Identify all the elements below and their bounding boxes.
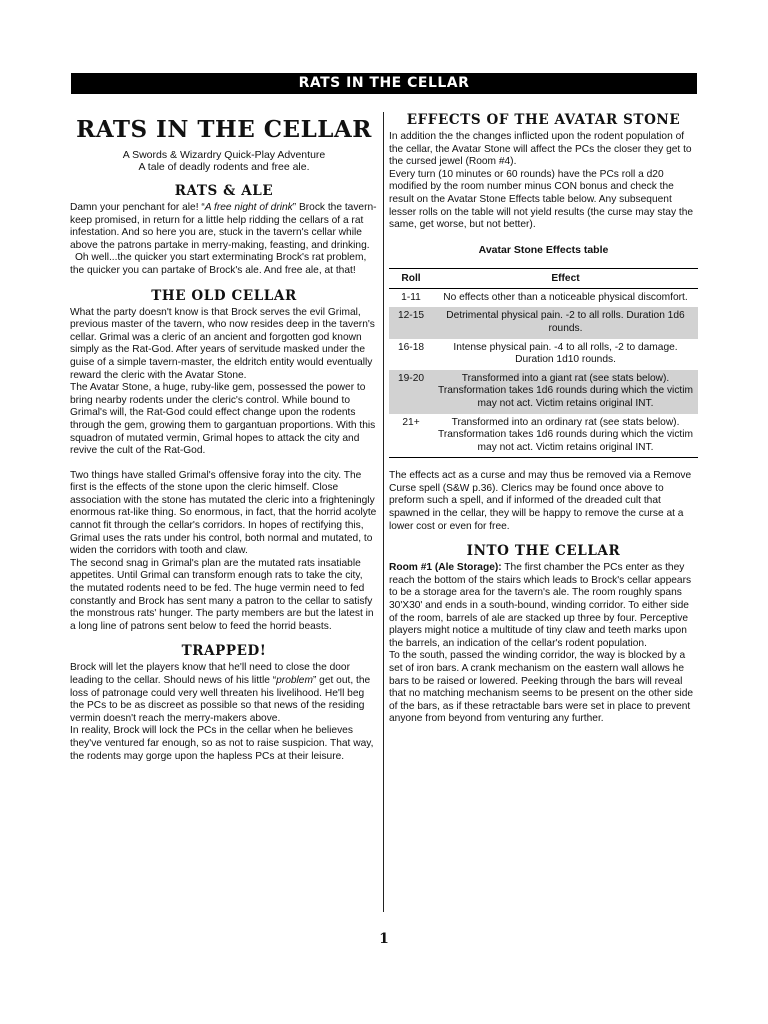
column-divider [383, 112, 384, 912]
text-fragment: ” Brock the tavern-keep promised, in return for a little help ridding the cellars of a rat infestation. And so here you are, stuck in the tavern's cellar while above the patrons partake in merry-making, feasting, and drinking. [70, 202, 377, 251]
effect-cell: No effects other than a noticeable physical discomfort. [443, 291, 688, 303]
subtitle-line-2: A tale of deadly rodents and free ale. [138, 161, 310, 173]
page-number: 1 [379, 931, 389, 947]
roll-cell: 12-15 [389, 307, 433, 338]
heading-avatar-stone: EFFECTS OF THE AVATAR STONE [406, 112, 681, 128]
header-banner: RATS IN THE CELLAR [71, 73, 697, 94]
text-fragment: The first chamber the PCs enter as they reach the bottom of the stairs which leads to Brock's cellar appears to be a storage area for the tavern's ale. The room roughly spans 30'X30' and ends in a south-bound, winding corridor. To either side of the room, barrels of ale are stacked up three by four. Perceptive players might notice a multitude of tiny claw and teeth marks upon the barrels, an indication of the cellar's rodent population. [389, 562, 692, 649]
roll-cell: 19-20 [389, 370, 433, 414]
roll-cell: 1-11 [401, 291, 421, 303]
roll-cell: 21+ [389, 414, 433, 458]
text-fragment: Brock will let the players know that he'll need to close the door leading to the cellar. Should news of his little “ [70, 662, 350, 686]
effect-cell: Transformed into a giant rat (see stats below). Transformation takes 1d6 rounds during which the victim may not act. Victim retains original INT. [433, 370, 698, 414]
table-row [389, 414, 698, 458]
heading-trapped: TRAPPED! [181, 643, 267, 660]
table-row [389, 288, 698, 307]
heading-rats-ale: RATS & ALE [174, 183, 274, 199]
paragraph-old-cellar-2: The Avatar Stone, a huge, ruby-like gem, possessed the power to bring nearby rodents under the cleric's control. While bound to Grimal's will, the Rat-God could effect change upon the rodents through the gem, growing them to gargantuan proportions. With this squadron of mutated vermin, Grimal hopes to attack the city and revive the cult of the Rat-God. [70, 382, 376, 457]
column-header-effect: Effect [433, 268, 698, 288]
table-row [389, 307, 698, 338]
adventure-title: RATS IN THE CELLAR [76, 116, 372, 143]
paragraph-trapped-2: In reality, Brock will lock the PCs in the cellar when he believes they've ventured far enough, so as not to raise suspicion. That way, the rodents may gorge upon the hapless PCs at their leisure. [70, 725, 374, 762]
heading-old-cellar: THE OLD CELLAR [151, 287, 297, 304]
column-header-roll: Roll [389, 268, 433, 288]
paragraph-old-cellar-3: Two things have stalled Grimal's offensive foray into the city. The first is the effects of the stone upon the cleric himself. Close association with the stone has mutated the cleric into a frighteningly enormous rat-like thing. So enormous, in fact, that the horrid acolyte cannot fit through the cellar's corridors. In hopes of rectifying this, Grimal uses the rats under his control, both normal and mutated, to widen the corridors with tooth and claw. [70, 469, 377, 557]
quote-italic: A free night of drink [204, 202, 293, 213]
effect-cell: Detrimental physical pain. -2 to all rolls. Duration 1d6 rounds. [433, 307, 698, 338]
paragraph-old-cellar-1: What the party doesn't know is that Brock serves the evil Grimal, previous master of the tavern, who now resides deep in the tavern's cellar. Grimal was a cleric of an ancient and forgotten god known simply as the Rat-God. After years of servitude masked under the guise of a simple tavern-master, the eldritch entity would eventually reward the cleric with the Avatar Stone. [70, 306, 375, 381]
paragraph-old-cellar-4: The second snag in Grimal's plan are the mutated rats insatiable appetites. Until Grimal can transform enough rats to take the city, the mutated rodents need to be fed. The huge vermin need to fed constantly and Brock has sent many a patron to the cellar to satisfy the monstrous rats' hunger. The party members are but the latest in a long line of patrons sent below to feed the horrid beasts. [70, 557, 374, 632]
effect-cell: Transformed into an ordinary rat (see stats below). Transformation takes 1d6 rounds during which the victim may not act. Victim retains original INT. [433, 414, 698, 458]
left-column [70, 112, 378, 763]
paragraph-room-1-south: To the south, passed the winding corridor, the way is blocked by a set of iron bars. A crank mechanism on the eastern wall allows he bars to be raised or lowered. Peeking through the bars will reveal that no matching mechanism seems to be present on the other side of the bars, as if these retractable bars were set in place to prevent anyone from beyond from venturing any further. [389, 650, 694, 725]
paragraph-avatar-3: The effects act as a curse and may thus be removed via a Remove Curse spell (S&W p.36). Clerics may be found once above to preform such a spell, and if informed of the dreaded cult that spawned in the cellar, they will be happy to remove the curse at a lower cost or even for free. [389, 470, 692, 532]
paragraph-rats-ale-1 [70, 202, 378, 252]
paragraph-avatar-2: Every turn (10 minutes or 60 rounds) have the PCs roll a d20 modified by the room number minus CON bonus and check the result on the Avatar Stone Effects table below. Any subsequent lesser rolls on the table will not yield results (the curse may stay the same, get worse, but not better). [389, 168, 694, 231]
subtitle-line-1: A Swords & Wizardry Quick-Play Adventure [122, 149, 326, 161]
text-fragment: Damn your penchant for ale! “ [70, 202, 205, 213]
table-row [389, 339, 698, 370]
paragraph-rats-ale-2: Oh well...the quicker you start exterminating Brock's rat problem, the quicker you can partake of Brock's ale. And free ale, at that! [70, 252, 367, 276]
heading-into-cellar: INTO THE CELLAR [466, 543, 621, 560]
table-row [389, 370, 698, 414]
roll-cell: 16-18 [397, 341, 425, 353]
quote-italic: problem [276, 675, 313, 686]
paragraph-room-1 [389, 562, 698, 650]
paragraph-avatar-1: In addition the the changes inflicted upon the rodent population of the cellar, the Avatar Stone will affect the PCs the closer they get to the cursed jewel (Room #4). [389, 131, 692, 168]
avatar-effects-table [389, 268, 698, 459]
room-label: Room #1 (Ale Storage): [389, 562, 502, 574]
table-header-row [389, 268, 698, 288]
effect-cell: Intense physical pain. -4 to all rolls, -2 to damage. Duration 1d10 rounds. [453, 341, 678, 366]
paragraph-trapped-1 [70, 662, 378, 725]
table-caption: Avatar Stone Effects table [478, 243, 609, 256]
text-fragment: ” get out, the loss of patronage could very well threaten his livelihood. He'll beg the PCs to be as discreet as possible so that news of the residing vermin doesn't reach the merry-makers above. [70, 675, 371, 724]
right-column [389, 110, 698, 726]
